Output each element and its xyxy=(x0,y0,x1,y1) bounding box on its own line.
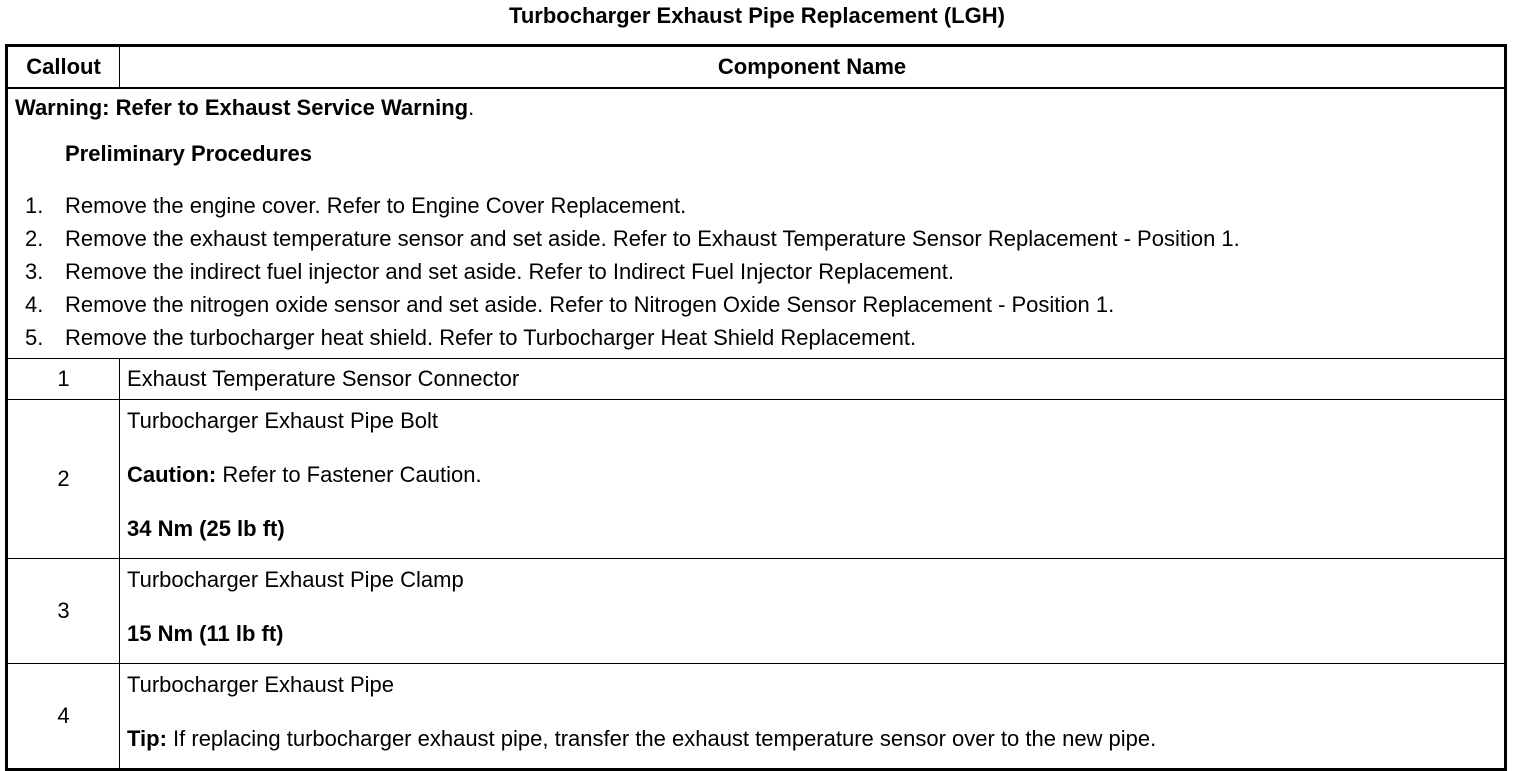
tip-label: Tip: xyxy=(127,726,167,751)
table-row xyxy=(7,664,1506,770)
component-name-cell xyxy=(120,359,1506,400)
table-row xyxy=(7,359,1506,400)
step-number: 4. xyxy=(25,292,44,317)
list-item xyxy=(15,288,1497,321)
component-table xyxy=(5,44,1507,771)
list-item xyxy=(15,255,1497,288)
component-name-cell xyxy=(120,664,1506,770)
table-row xyxy=(7,400,1506,559)
list-item xyxy=(15,321,1497,354)
step-number: 3. xyxy=(25,259,44,284)
tip-note xyxy=(127,726,1497,752)
preliminary-procedures-title: Preliminary Procedures xyxy=(65,141,313,166)
warning-text xyxy=(15,95,1497,121)
callout-cell: 4 xyxy=(7,664,120,770)
torque-spec: 15 Nm (11 lb ft) xyxy=(127,621,284,646)
component-name: Turbocharger Exhaust Pipe Clamp xyxy=(127,567,464,592)
component-name: Turbocharger Exhaust Pipe xyxy=(127,672,394,697)
step-text: Remove the indirect fuel injector and set aside. Refer to Indirect Fuel Injector Replacement. xyxy=(65,259,955,284)
warning-period: . xyxy=(468,95,475,120)
caution-text: Refer to Fastener Caution. xyxy=(216,462,482,487)
component-name: Exhaust Temperature Sensor Connector xyxy=(127,366,520,391)
step-text: Remove the turbocharger heat shield. Refer to Turbocharger Heat Shield Replacement. xyxy=(65,325,917,350)
torque-spec: 34 Nm (25 lb ft) xyxy=(127,516,285,541)
caution-note xyxy=(127,462,1497,488)
callout-cell: 2 xyxy=(7,400,120,559)
warning-row xyxy=(7,88,1506,359)
list-item xyxy=(15,189,1497,222)
callout-header: Callout xyxy=(7,46,120,89)
step-number: 2. xyxy=(25,226,44,251)
table-header-row xyxy=(7,46,1506,89)
tip-text: If replacing turbocharger exhaust pipe, transfer the exhaust temperature sensor over to the new pipe. xyxy=(166,726,1157,751)
list-item xyxy=(15,222,1497,255)
step-text: Remove the exhaust temperature sensor and set aside. Refer to Exhaust Temperature Sensor Replacement - Position 1. xyxy=(65,226,1240,251)
page-title: Turbocharger Exhaust Pipe Replacement (LGH) xyxy=(509,3,1005,28)
component-name-cell xyxy=(120,559,1506,664)
table-row xyxy=(7,559,1506,664)
callout-cell: 3 xyxy=(7,559,120,664)
preliminary-steps-list xyxy=(15,189,1497,354)
callout-cell: 1 xyxy=(7,359,120,400)
warning-label: Warning: Refer to Exhaust Service Warning xyxy=(15,95,469,120)
step-number: 1. xyxy=(25,193,44,218)
caution-label: Caution: xyxy=(127,462,217,487)
component-name-cell xyxy=(120,400,1506,559)
component-name: Turbocharger Exhaust Pipe Bolt xyxy=(127,408,439,433)
component-name-header: Component Name xyxy=(120,46,1506,89)
step-text: Remove the nitrogen oxide sensor and set aside. Refer to Nitrogen Oxide Sensor Replacement - Position 1. xyxy=(65,292,1115,317)
step-number: 5. xyxy=(25,325,44,350)
warning-cell xyxy=(7,88,1506,359)
step-text: Remove the engine cover. Refer to Engine Cover Replacement. xyxy=(65,193,687,218)
